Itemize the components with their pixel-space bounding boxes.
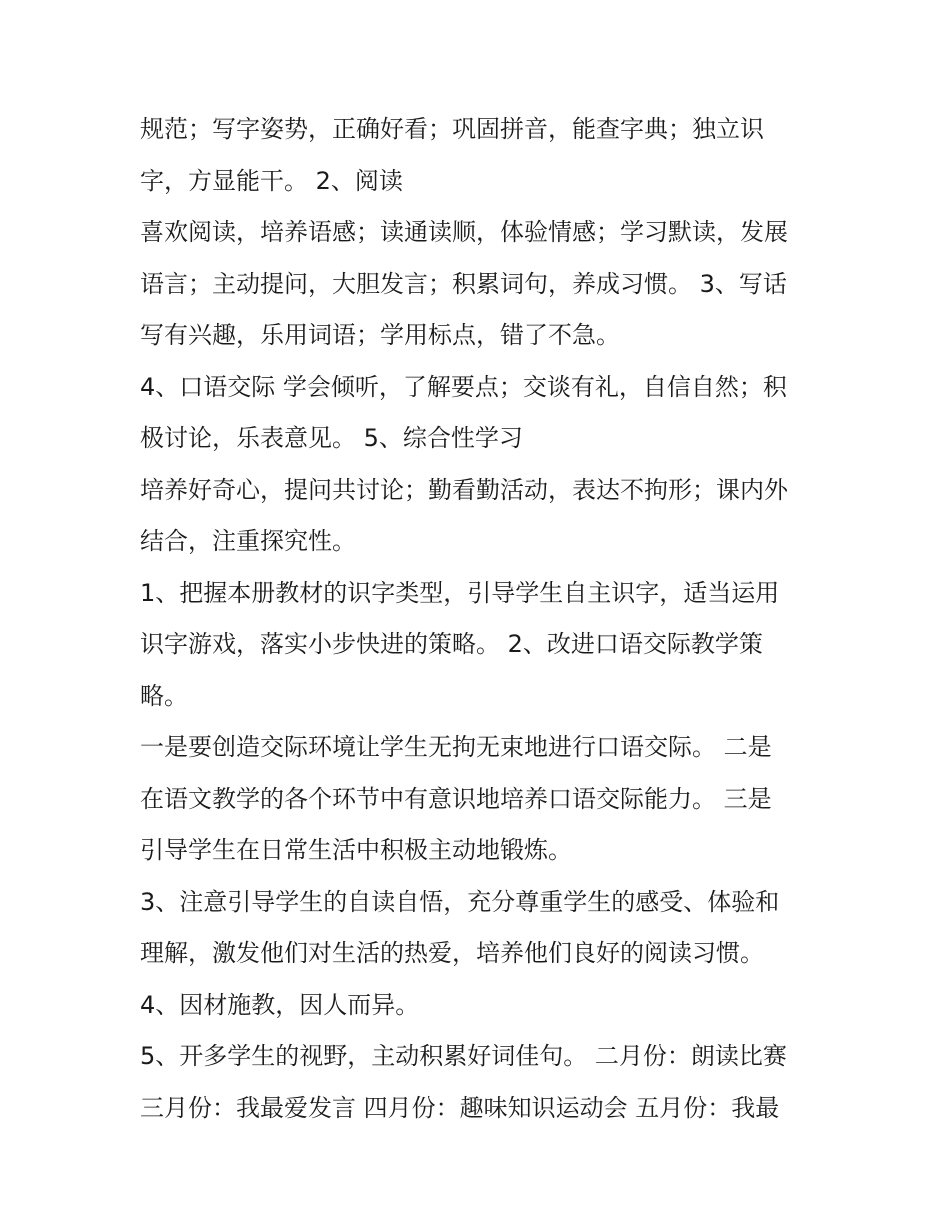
text-line: 略。 <box>140 681 188 710</box>
text-line: 一是要创造交际环境让学生无拘无束地进行口语交际。 二是 <box>140 733 772 761</box>
text-line: 三月份：我最爱发言 四月份：趣味知识运动会 五月份：我最 <box>140 1093 780 1122</box>
text-line: 理解，激发他们对生活的热爱，培养他们良好的阅读习惯。 <box>140 939 764 967</box>
text-line: 字，方显能干。 2、阅读 <box>140 166 403 195</box>
text-line: 喜欢阅读，培养语感；读通读顺，体验情感；学习默读，发展 <box>140 218 788 246</box>
text-line: 3、注意引导学生的自读自悟，充分尊重学生的感受、体验和 <box>140 887 780 916</box>
text-line: 在语文教学的各个环节中有意识地培养口语交际能力。 三是 <box>140 784 772 813</box>
text-line: 规范；写字姿势，正确好看；巩固拼音，能查字典；独立识 <box>140 115 764 143</box>
document-body <box>140 104 820 1134</box>
text-line: 4、因材施教，因人而异。 <box>140 990 420 1019</box>
text-line: 识字游戏，落实小步快进的策略。 2、改进口语交际教学策 <box>140 630 763 658</box>
text-line: 结合，注重探究性。 <box>140 527 356 555</box>
text-line: 写有兴趣，乐用词语；学用标点，错了不急。 <box>140 321 620 349</box>
text-line: 5、开多学生的视野，主动积累好词佳句。 二月份：朗读比赛 <box>140 1042 787 1070</box>
text-line: 引导学生在日常生活中积极主动地锻炼。 <box>140 836 572 864</box>
text-line: 培养好奇心，提问共讨论；勤看勤活动，表达不拘形；课内外 <box>140 475 788 504</box>
text-line: 1、把握本册教材的识字类型，引导学生自主识字，适当运用 <box>140 578 780 607</box>
text-line: 极讨论，乐表意见。 5、综合性学习 <box>140 424 523 452</box>
text-line: 语言；主动提问，大胆发言；积累词句，养成习惯。 3、写话 <box>140 269 787 298</box>
text-line: 4、口语交际 学会倾听，了解要点；交谈有礼，自信自然；积 <box>140 372 787 401</box>
